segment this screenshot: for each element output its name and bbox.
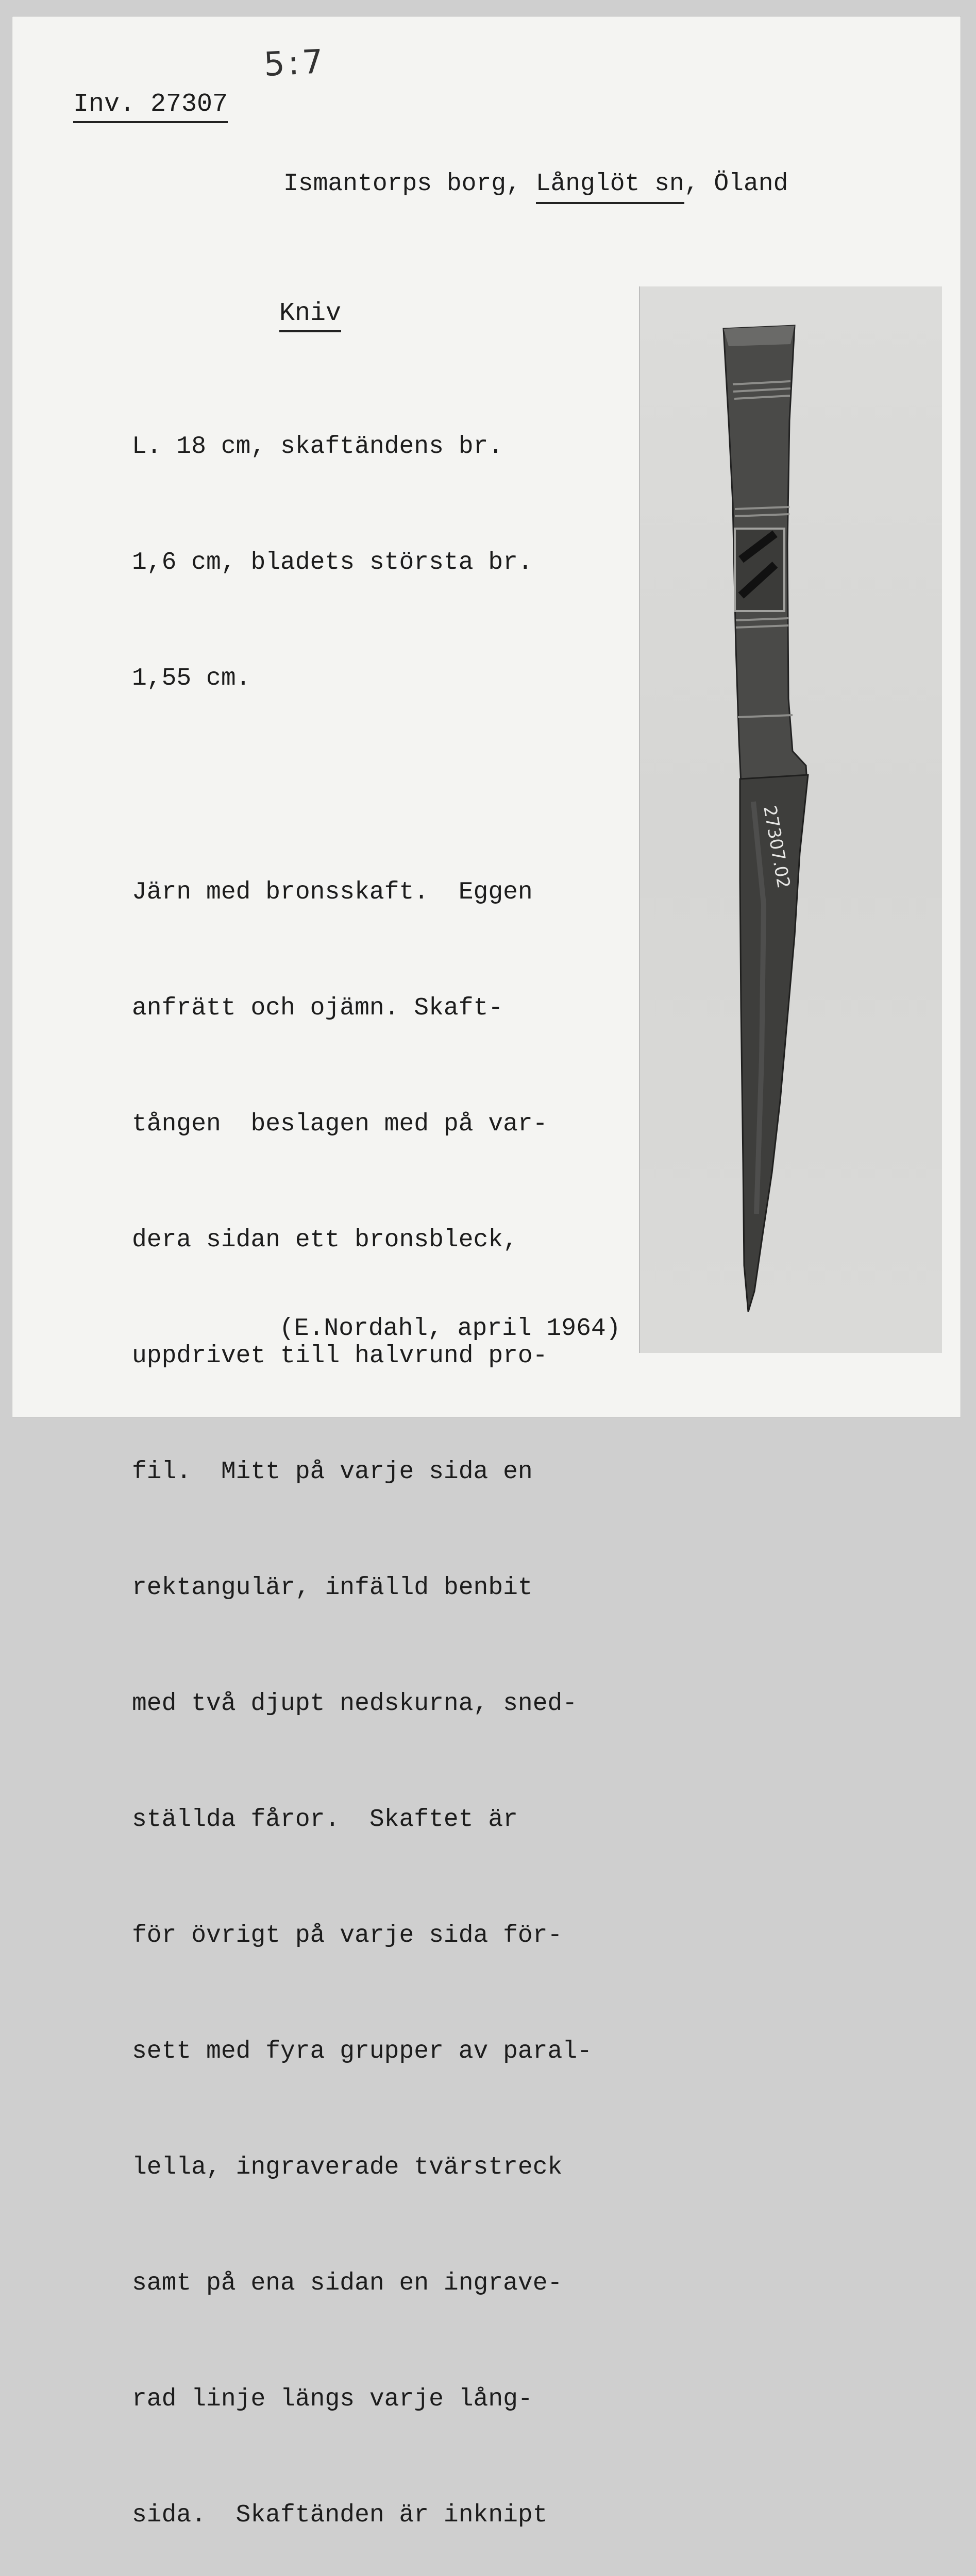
description-line: sett med fyra grupper av paral- <box>132 2038 592 2065</box>
inventory-number: Inv. 27307 <box>73 90 228 123</box>
parish-name: Långlöt sn <box>536 170 684 204</box>
description-line: anfrätt och ojämn. Skaft- <box>132 994 503 1022</box>
description-line: dera sidan ett bronsbleck, <box>132 1226 518 1254</box>
handwritten-note: 5:7 <box>263 42 327 84</box>
province-name: , Öland <box>684 170 788 198</box>
description-line: Järn med bronsskaft. Eggen <box>132 878 533 906</box>
description-line: rad linje längs varje lång- <box>132 2385 533 2413</box>
description-text <box>132 350 592 2576</box>
description-line: lella, ingraverade tvärstreck <box>132 2154 563 2181</box>
description-line: för övrigt på varje sida för- <box>132 1922 563 1950</box>
description-line: med två djupt nedskurna, sned- <box>132 1690 578 1718</box>
description-line: fil. Mitt på varje sida en <box>132 1458 533 1486</box>
catalog-card <box>12 16 961 2529</box>
knife-photo <box>639 286 942 1353</box>
measurement-line: L. 18 cm, skaftändens br. <box>132 433 503 461</box>
description-line: tången beslagen med på var- <box>132 1110 548 1138</box>
description-line: uppdrivet till halvrund pro- <box>132 1342 548 1370</box>
knife-illustration <box>640 286 942 1353</box>
object-title: Kniv <box>279 299 341 332</box>
author-credit: (E.Nordahl, april 1964) <box>279 1315 621 1343</box>
description-line: sida. Skaftänden är inknipt <box>132 2501 548 2529</box>
measurement-line: 1,55 cm. <box>132 665 251 692</box>
find-location <box>283 170 788 198</box>
description-line: rektangulär, infälld benbit <box>132 1574 533 1602</box>
description-line: ställda fåror. Skaftet är <box>132 1806 518 1834</box>
description-line: samt på ena sidan en ingrave- <box>132 2269 563 2297</box>
site-name: Ismantorps borg, <box>283 170 521 198</box>
measurement-line: 1,6 cm, bladets största br. <box>132 549 533 577</box>
object-marking: 27307.02 <box>759 804 794 890</box>
